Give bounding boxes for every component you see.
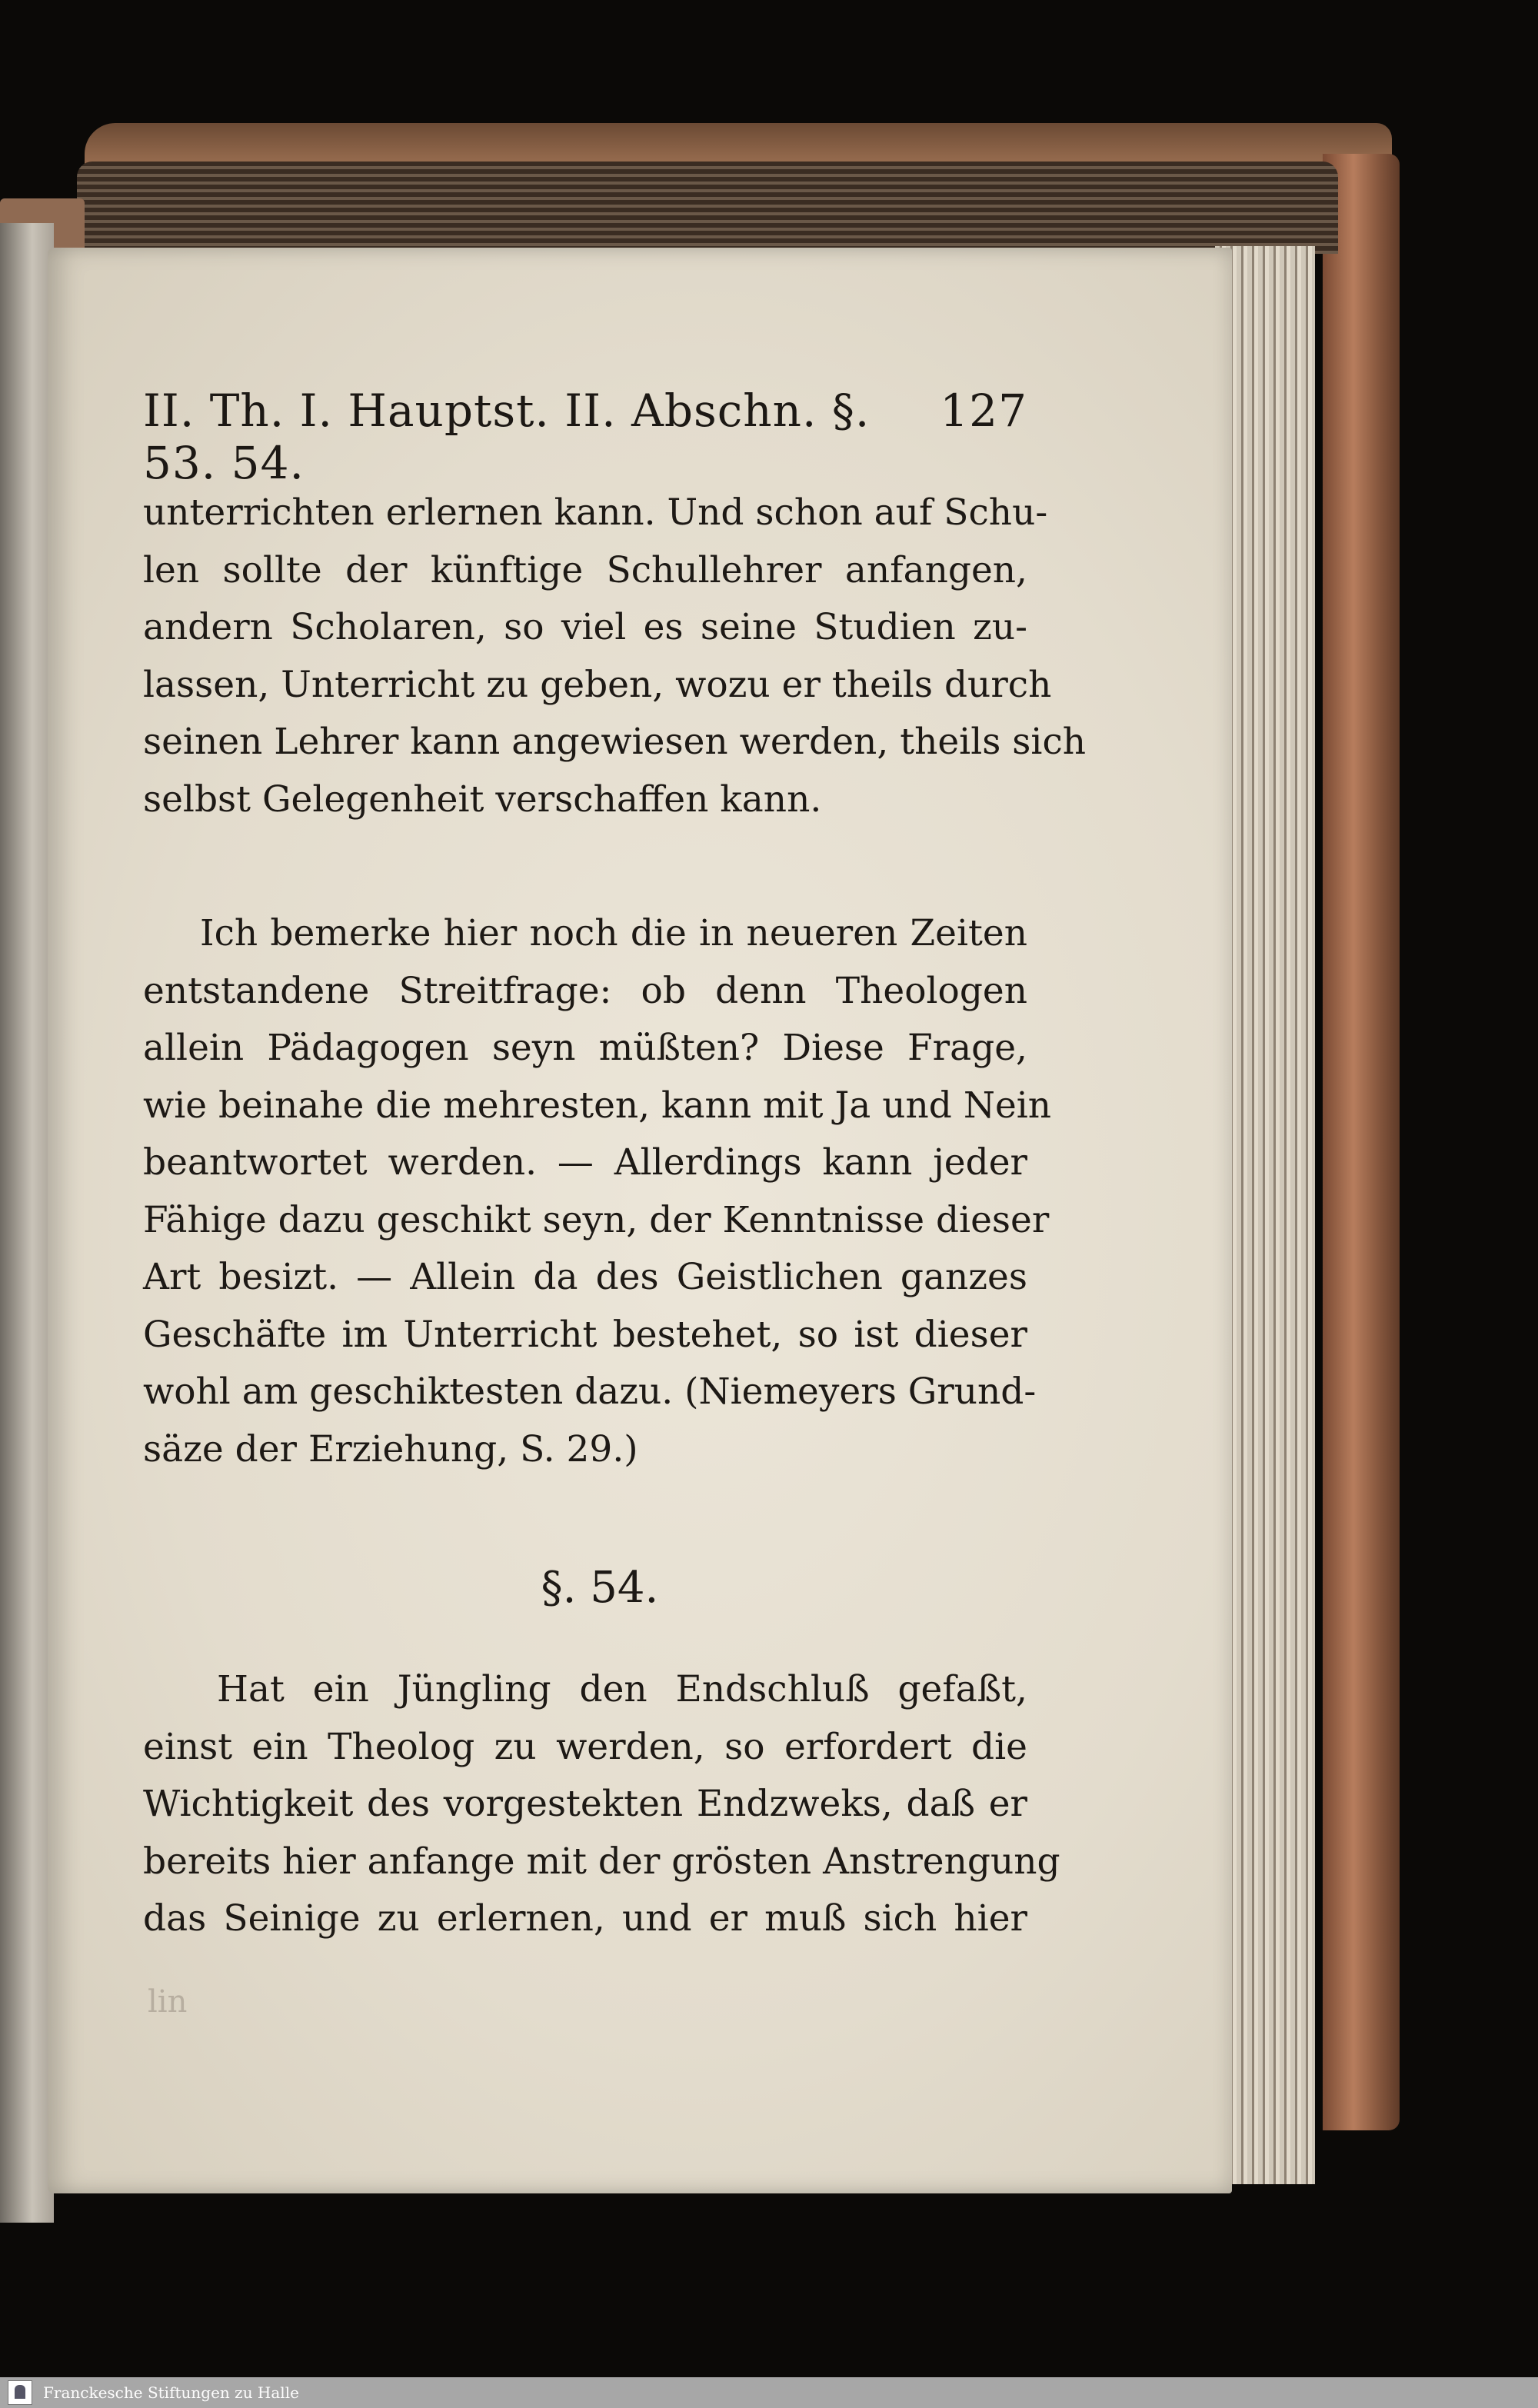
text-line: wohl am geschiktesten dazu. (Niemeyers Grund- bbox=[143, 1371, 1037, 1413]
text-line: selbst Gelegenheit verschaffen kann. bbox=[143, 778, 822, 821]
footer-bar bbox=[0, 2377, 1538, 2408]
left-page-leaf bbox=[0, 223, 54, 2223]
text-line: Hat ein Jüngling den Endschluß gefaßt, bbox=[217, 1668, 1027, 1710]
text-line: lassen, Unterricht zu geben, wozu er theils durch bbox=[143, 663, 1052, 706]
text-line: andern Scholaren, so viel es seine Studien zu- bbox=[143, 606, 1027, 648]
paragraph-2 bbox=[143, 905, 1052, 1478]
section-heading: §. 54. bbox=[541, 1563, 659, 1613]
text-line: entstandene Streitfrage: ob denn Theologen bbox=[143, 969, 1027, 1012]
text-line: einst ein Theolog zu werden, so erfordert die bbox=[143, 1725, 1027, 1768]
text-line: beantwortet werden. — Allerdings kann jeder bbox=[143, 1141, 1027, 1184]
text-line: allein Pädagogen seyn müßten? Diese Frage, bbox=[143, 1027, 1027, 1069]
text-line: säze der Erziehung, S. 29.) bbox=[143, 1427, 638, 1470]
francke-foundation-logo-icon bbox=[8, 2380, 32, 2405]
page-number: 127 bbox=[940, 385, 1027, 437]
catchword-bleedthrough: lin bbox=[148, 1984, 188, 2020]
page-block-top-edge bbox=[77, 162, 1338, 254]
text-line: unterrichten erlernen kann. Und schon auf Schu- bbox=[143, 491, 1048, 534]
book-cover-spine-edge bbox=[1323, 154, 1400, 2130]
text-line: wie beinahe die mehresten, kann mit Ja und Nein bbox=[143, 1084, 1052, 1127]
institution-name: Franckesche Stiftungen zu Halle bbox=[43, 2383, 299, 2402]
text-line: seinen Lehrer kann angewiesen werden, theils sich bbox=[143, 721, 1087, 763]
text-line: Ich bemerke hier noch die in neueren Zeiten bbox=[200, 912, 1027, 954]
text-line: bereits hier anfange mit der grösten Anstrengung bbox=[143, 1840, 1060, 1883]
running-head bbox=[143, 385, 1027, 489]
text-line: Art besizt. — Allein da des Geistlichen ganzes bbox=[143, 1256, 1027, 1298]
text-line: Geschäfte im Unterricht bestehet, so ist dieser bbox=[143, 1313, 1027, 1356]
text-line: Fähige dazu geschikt seyn, der Kenntnisse dieser bbox=[143, 1198, 1050, 1241]
paragraph-3 bbox=[143, 1661, 1060, 1948]
text-line: das Seinige zu erlernen, und er muß sich hier bbox=[143, 1897, 1027, 1940]
text-line: Wichtigkeit des vorgestekten Endzweks, daß er bbox=[143, 1783, 1027, 1825]
running-head-title: II. Th. I. Hauptst. II. Abschn. §. 53. 54. bbox=[143, 385, 871, 489]
paragraph-1 bbox=[143, 485, 1087, 828]
text-line: len sollte der künftige Schullehrer anfangen, bbox=[143, 548, 1027, 591]
